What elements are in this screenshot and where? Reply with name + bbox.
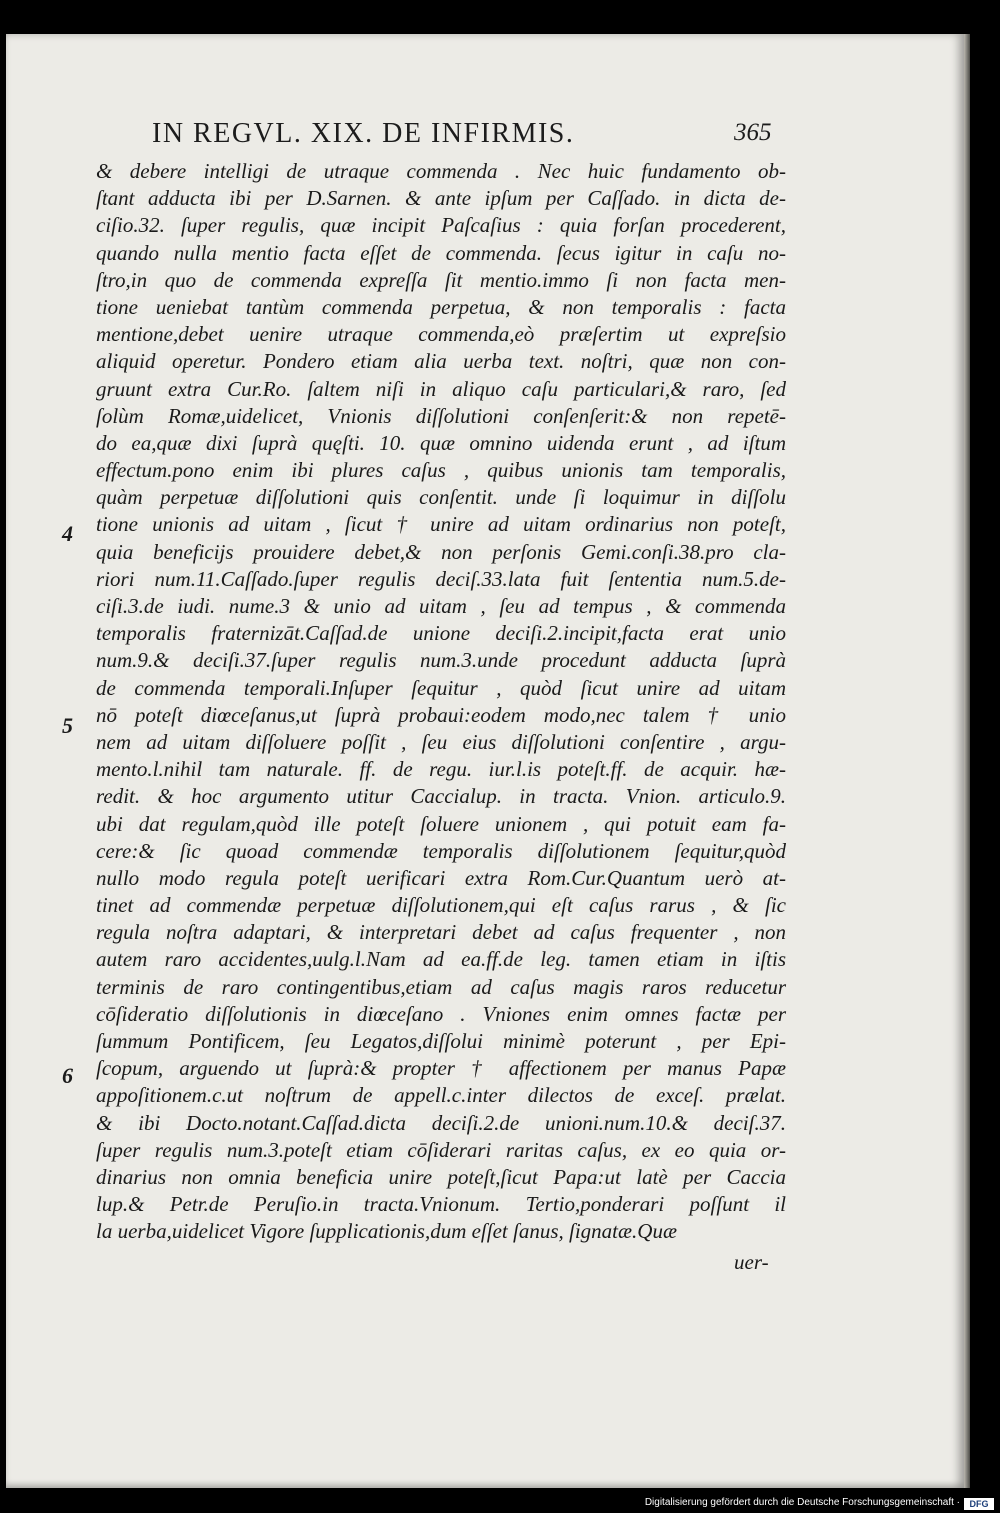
- text-line: ſuper regulis num.3.poteſt etiam cōſiderari raritas caſus, ex eo quia or-: [96, 1137, 786, 1162]
- text-line: tione ueniebat tantùm commenda perpetua, & non temporalis : facta: [96, 294, 786, 319]
- text-line: ubi dat regulam,quòd ille poteſt ſoluere unionem , qui potuit eam fa-: [96, 811, 786, 836]
- text-line: effectum.pono enim ibi plures caſus , quibus unionis tam temporalis,: [96, 458, 786, 483]
- catchword: uer-: [734, 1250, 769, 1274]
- text-line: gruunt extra Cur.Ro. ſaltem niſi in aliquo caſu particulari,& raro, ſed: [96, 376, 786, 401]
- page-edge: [964, 34, 970, 1488]
- text-line: riori num.11.Caſſado.ſuper regulis deciſ.33.lata fuit ſententia num.5.de-: [96, 566, 786, 591]
- text-line: tinet ad commendæ perpetuæ diſſolutionem,qui eſt caſus rarus , & ſic: [96, 893, 786, 918]
- text-line: terminis de raro contingentibus,etiam ad caſus magis raros reducetur: [96, 974, 786, 999]
- text-line: ſtro,in quo de commenda expreſſa ſit mentio.immo ſi non facta men-: [96, 267, 786, 292]
- text-line: la uerba,uidelicet Vigore ſupplicationis,dum eſſet ſanus, ſignatæ.Quæ: [96, 1219, 677, 1244]
- text-line: dinarius non omnia beneficia unire poteſt,ſicut Papa:ut latè per Caccia: [96, 1164, 786, 1189]
- dfg-logo: DFG: [964, 1498, 994, 1510]
- text-line: redit. & hoc argumento utitur Caccialup. in tracta. Vnion. articulo.9.: [96, 784, 786, 809]
- text-line: nem ad uitam diſſoluere poſſit , ſeu eius diſſolutioni conſentire , argu-: [96, 729, 786, 754]
- text-line: lup.& Petr.de Peruſio.in tracta.Vnionum. Tertio,ponderari poſſunt il: [96, 1192, 786, 1217]
- text-line: mento.l.nihil tam naturale. ff. de regu. iur.l.is poteſt.ff. de acquir. hæ-: [96, 757, 786, 782]
- text-line: autem raro accidentes,uulg.l.Nam ad ea.ff.de leg. tamen etiam in iſtis: [96, 947, 786, 972]
- body-text: [96, 158, 786, 1246]
- text-line: nullo modo regula poteſt uerificari extra Rom.Cur.Quantum uerò at-: [96, 865, 786, 890]
- text-line: do ea,quæ dixi ſuprà quęſti. 10. quæ omnino uidenda erunt , ad iſtum: [96, 430, 786, 455]
- text-line: cōſideratio diſſolutionis in diœceſano . Vniones enim omnes factæ per: [96, 1001, 786, 1026]
- text-line: de commenda temporali.Inſuper ſequitur , quòd ſicut unire ad uitam: [96, 675, 786, 700]
- text-line: regula noſtra adaptari, & interpretari debet ad caſus frequenter , non: [96, 920, 786, 945]
- text-line: quia beneficijs prouidere debet,& non perſonis Gemi.conſi.38.pro cla-: [96, 539, 786, 564]
- margin-note-number: 5: [62, 713, 73, 738]
- margin-note-number: 4: [62, 521, 73, 546]
- text-line: quando nulla mentio facta eſſet de commenda. ſecus igitur in caſu no-: [96, 240, 786, 265]
- text-line: temporalis fraternizāt.Caſſad.de unione deciſi.2.incipit,facta erat unio: [96, 621, 786, 646]
- text-line: mentione,debet uenire utraque commenda,eò præſertim ut expreſsio: [96, 322, 786, 347]
- text-line: ciſi.3.de iudi. nume.3 & unio ad uitam , ſeu ad tempus , & commenda: [96, 594, 786, 618]
- text-line: ciſio.32. ſuper regulis, quæ incipit Paſcaſius : quia forſan procederent,: [96, 213, 786, 238]
- text-line: nō poteſt diœceſanus,ut ſuprà probaui:eodem modo,nec talem † unio: [96, 702, 786, 727]
- text-line: & debere intelligi de utraque commenda . Nec huic fundamento ob-: [96, 159, 786, 183]
- text-line: ſummum Pontificem, ſeu Legatos,diſſolui minimè poterunt , per Epi-: [96, 1029, 786, 1053]
- page-number: 365: [734, 119, 772, 146]
- text-line: aliquid operetur. Pondero etiam alia uerba text. noſtri, quæ non con-: [96, 349, 786, 374]
- running-header: IN REGVL. XIX. DE INFIRMIS.: [152, 118, 575, 149]
- text-line: ſcopum, arguendo ut ſuprà:& propter † affectionem per manus Papæ: [96, 1056, 786, 1081]
- margin-note-number: 6: [62, 1063, 73, 1088]
- text-line: ſtant adducta ibi per D.Sarnen. & ante ipſum per Caſſado. in dicta de-: [96, 186, 786, 211]
- text-line: quàm perpetuæ diſſolutioni quis conſentit. unde ſi loquimur in diſſolu: [96, 485, 786, 510]
- text-line: ſolùm Romæ,uidelicet, Vnionis diſſolutioni conſenſerit:& non repetē-: [96, 403, 786, 428]
- text-line: tione unionis ad uitam , ſicut † unire ad uitam ordinarius non poteſt,: [96, 512, 786, 537]
- text-line: num.9.& deciſi.37.ſuper regulis num.3.unde procedunt adducta ſuprà: [96, 648, 786, 673]
- digitization-credit: Digitalisierung gefördert durch die Deutsche Forschungsgemeinschaft ·: [644, 1497, 960, 1508]
- text-line: appoſitionem.c.ut noſtrum de appell.c.inter dilectos de exceſ. prælat.: [96, 1083, 786, 1108]
- text-line: cere:& ſic quoad commendæ temporalis diſſolutionem ſequitur,quòd: [96, 838, 786, 863]
- text-line: & ibi Docto.notant.Caſſad.dicta deciſi.2.de unioni.num.10.& deciſ.37.: [96, 1110, 786, 1135]
